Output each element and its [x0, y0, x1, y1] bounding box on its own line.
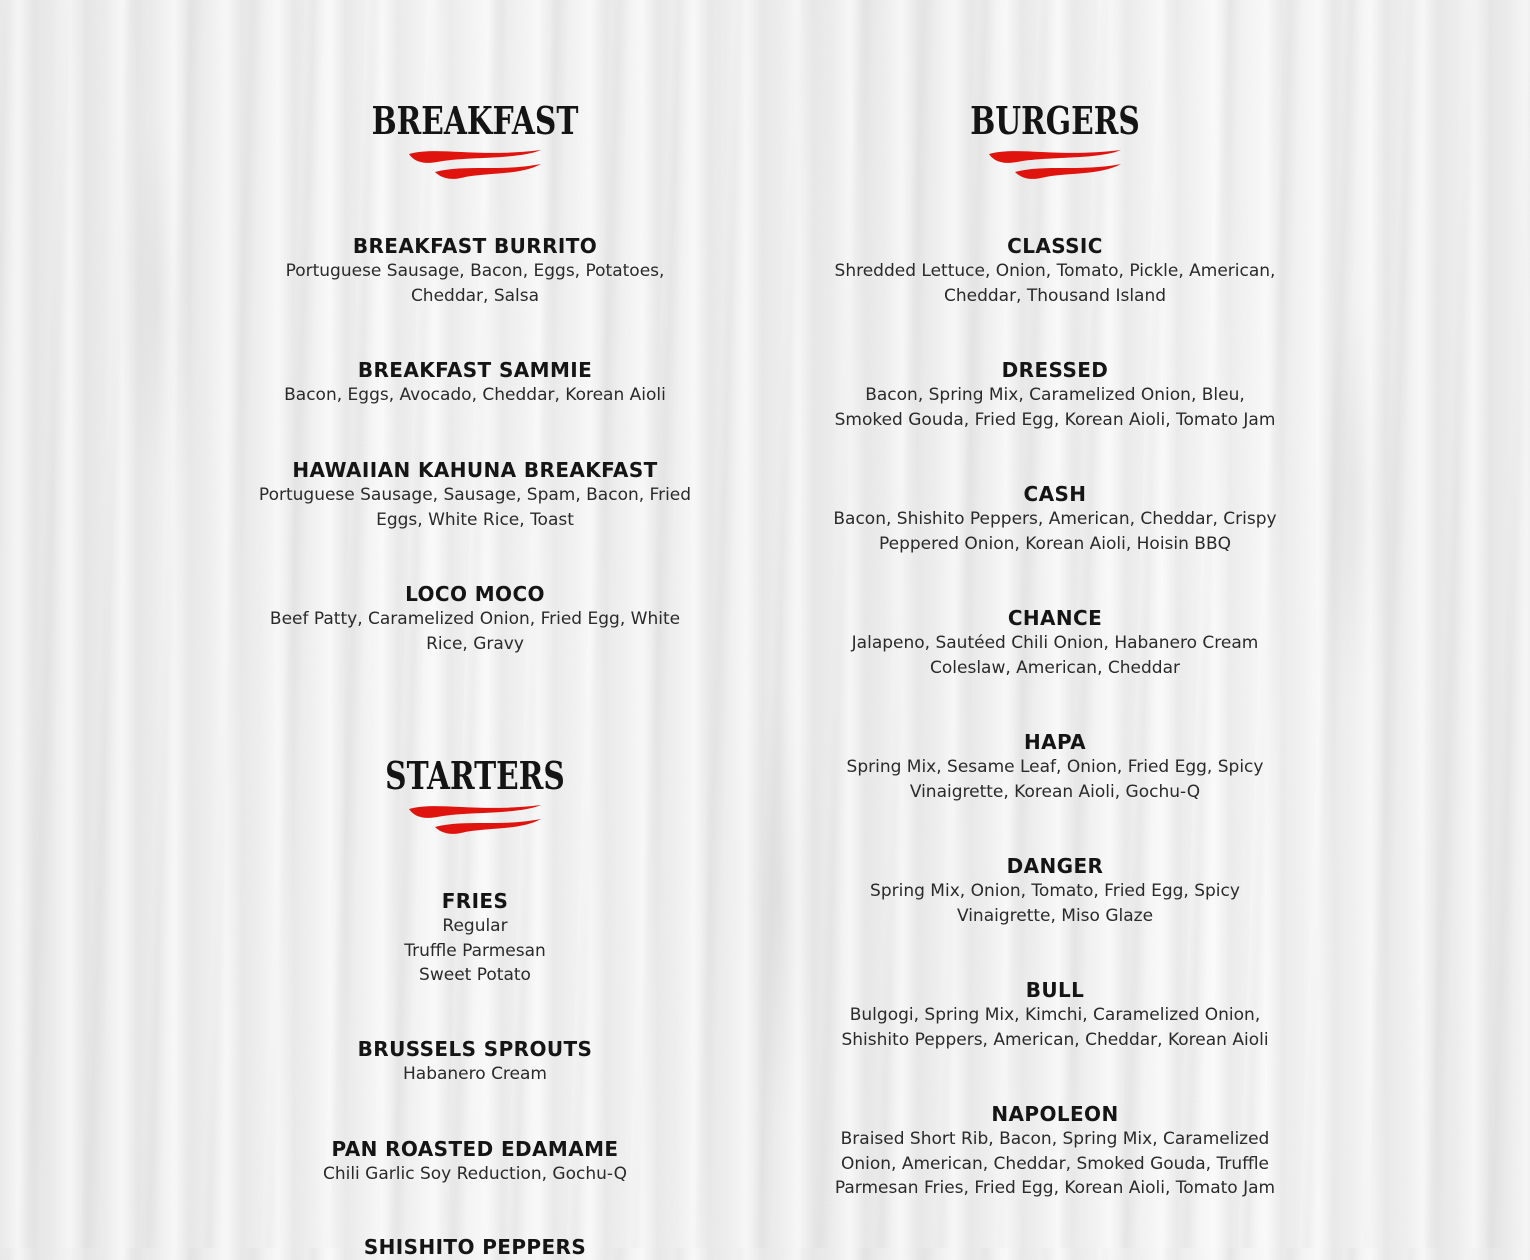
menu-item [235, 457, 715, 532]
red-swoosh-icon [407, 803, 543, 837]
item-name: NAPOLEON [991, 1102, 1119, 1126]
menu-item [235, 1036, 715, 1087]
item-description: Spring Mix, Sesame Leaf, Onion, Fried Egg, Spicy Vinaigrette, Korean Aioli, Gochu-Q [846, 757, 1264, 802]
item-name: CASH [1023, 482, 1087, 506]
item-name: FRIES [441, 889, 509, 913]
red-swoosh-icon [407, 148, 543, 182]
menu-item [235, 1234, 715, 1260]
item-description: Chili Garlic Soy Reduction, Gochu-Q [322, 1164, 628, 1184]
item-description [235, 914, 715, 988]
starters-title: STARTERS [385, 753, 565, 798]
item-name: HAWAIIAN KAHUNA BREAKFAST [292, 458, 658, 482]
item-name: DANGER [1006, 854, 1104, 878]
menu-item [815, 853, 1295, 928]
item-option: Regular [442, 916, 508, 936]
breakfast-title: BREAKFAST [371, 98, 579, 143]
menu-item [815, 977, 1295, 1052]
item-description: Bacon, Spring Mix, Caramelized Onion, Bleu, Smoked Gouda, Fried Egg, Korean Aioli, Tomato Jam [834, 385, 1276, 430]
burgers-title: BURGERS [970, 98, 1140, 143]
item-description: Spring Mix, Onion, Tomato, Fried Egg, Spicy Vinaigrette, Miso Glaze [870, 881, 1240, 926]
menu-item [235, 888, 715, 988]
item-name: BREAKFAST SAMMIE [357, 358, 593, 382]
item-description: Jalapeno, Sautéed Chili Onion, Habanero Cream Coleslaw, American, Cheddar [851, 633, 1259, 678]
menu-item [235, 233, 715, 308]
menu-item [235, 357, 715, 408]
menu-item [815, 481, 1295, 556]
breakfast-header [235, 100, 715, 182]
item-description: Habanero Cream [403, 1064, 547, 1084]
item-name: HAPA [1023, 730, 1087, 754]
item-description: Portuguese Sausage, Bacon, Eggs, Potatoes, Cheddar, Salsa [285, 261, 665, 306]
item-description: Bulgogi, Spring Mix, Kimchi, Caramelized Onion, Shishito Peppers, American, Cheddar, Korean Aioli [841, 1005, 1269, 1050]
item-name: BULL [1025, 978, 1085, 1002]
menu-item [815, 233, 1295, 308]
item-description: Portuguese Sausage, Sausage, Spam, Bacon, Fried Eggs, White Rice, Toast [258, 485, 692, 530]
item-option: Sweet Potato [419, 965, 531, 986]
item-name: CHANCE [1007, 606, 1103, 630]
item-description: Shredded Lettuce, Onion, Tomato, Pickle, American, Cheddar, Thousand Island [834, 261, 1276, 306]
item-description: Beef Patty, Caramelized Onion, Fried Egg, White Rice, Gravy [269, 609, 681, 654]
menu-item [815, 729, 1295, 804]
menu-item [235, 581, 715, 656]
item-description: Bacon, Shishito Peppers, American, Cheddar, Crispy Peppered Onion, Korean Aioli, Hoisin BBQ [833, 509, 1277, 554]
starters-header [235, 755, 715, 837]
menu-item [815, 1101, 1295, 1201]
item-option: Truffle Parmesan [404, 940, 546, 961]
burgers-header [815, 100, 1295, 182]
item-name: SHISHITO PEPPERS [363, 1235, 587, 1259]
menu-item [235, 1136, 715, 1187]
item-name: LOCO MOCO [405, 582, 545, 606]
item-name: PAN ROASTED EDAMAME [331, 1137, 619, 1161]
menu-item [815, 357, 1295, 432]
item-name: BRUSSELS SPROUTS [357, 1037, 593, 1061]
item-description: Bacon, Eggs, Avocado, Cheddar, Korean Aioli [284, 385, 666, 405]
item-description: Braised Short Rib, Bacon, Spring Mix, Caramelized Onion, American, Cheddar, Smoked Gouda, Truffle Parmesan Fries, Fried Egg, Korean Aioli, Tomato Jam [834, 1129, 1276, 1199]
red-swoosh-icon [987, 148, 1123, 182]
item-name: DRESSED [1001, 358, 1109, 382]
item-name: BREAKFAST BURRITO [352, 234, 598, 258]
menu-item [815, 605, 1295, 680]
item-name: CLASSIC [1007, 234, 1103, 258]
